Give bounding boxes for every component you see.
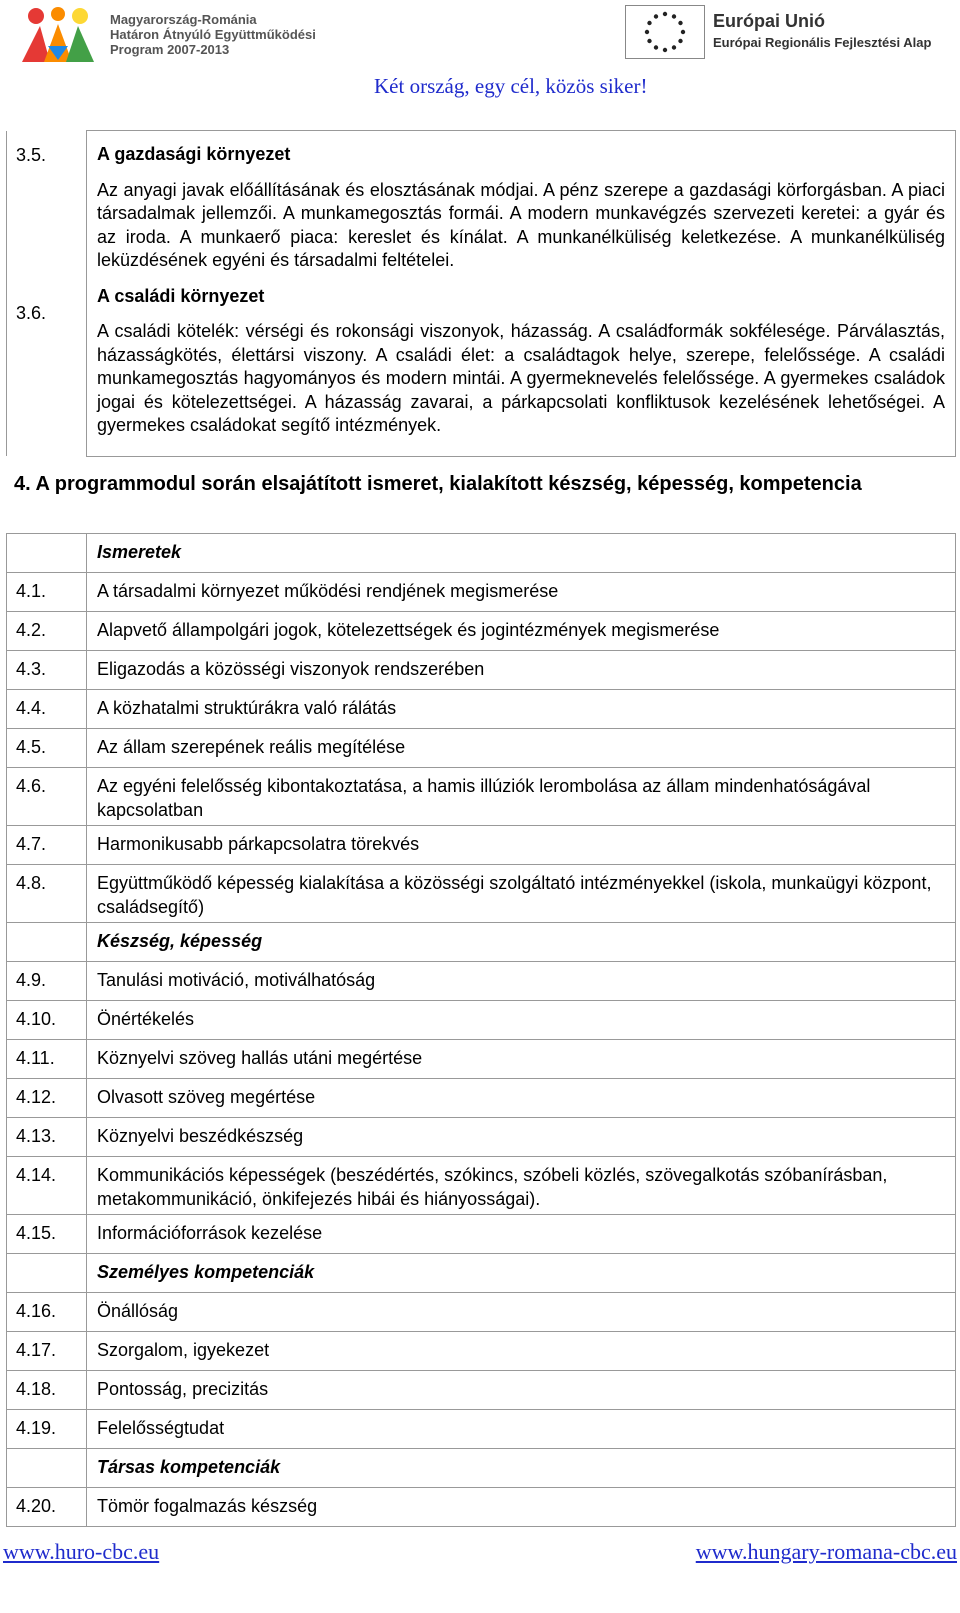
competency-number: 4.5.	[7, 729, 87, 768]
competency-number: 4.10.	[7, 1001, 87, 1040]
eu-title: Európai Unió	[713, 11, 825, 31]
competency-number	[7, 534, 87, 573]
section-number: 3.6.	[16, 302, 47, 323]
category-row	[7, 923, 956, 962]
competency-number: 4.8.	[7, 865, 87, 923]
competency-row	[7, 1040, 956, 1079]
eu-subtitle: Európai Regionális Fejlesztési Alap	[713, 35, 932, 50]
section-number: 3.5.	[16, 144, 47, 165]
competency-number: 4.11.	[7, 1040, 87, 1079]
category-label: Ismeretek	[87, 534, 956, 573]
competency-row	[7, 1215, 956, 1254]
competency-text: Pontosság, precizitás	[87, 1371, 956, 1410]
competency-row	[7, 651, 956, 690]
footer-link-hungary-romania[interactable]: www.hungary-romana-cbc.eu	[695, 1539, 957, 1564]
competency-row	[7, 826, 956, 865]
category-label: Társas kompetenciák	[87, 1449, 956, 1488]
eu-flag-icon	[625, 5, 705, 59]
program-logo-icon	[18, 6, 98, 64]
competency-row	[7, 1410, 956, 1449]
section-title: A gazdasági környezet	[97, 144, 291, 164]
competency-text: Alapvető állampolgári jogok, kötelezettségek és jogintézmények megismerése	[87, 612, 956, 651]
category-label: Személyes kompetenciák	[87, 1254, 956, 1293]
competency-text: Kommunikációs képességek (beszédértés, szókincs, szóbeli közlés, szövegalkotás szóbanírásban, metakommunikáció, önkifejezés hibái és hiányosságai).	[87, 1157, 956, 1215]
competency-number: 4.1.	[7, 573, 87, 612]
competency-text: Felelősségtudat	[87, 1410, 956, 1449]
competency-number: 4.13.	[7, 1118, 87, 1157]
competency-text: Az állam szerepének reális megítélése	[87, 729, 956, 768]
competency-row	[7, 865, 956, 923]
competency-number: 4.12.	[7, 1079, 87, 1118]
section-title: A családi környezet	[97, 285, 265, 306]
competency-number: 4.18.	[7, 1371, 87, 1410]
competency-row	[7, 1332, 956, 1371]
competency-row	[7, 1488, 956, 1527]
competency-row	[7, 1157, 956, 1215]
competency-row	[7, 1118, 956, 1157]
competency-table-body	[7, 534, 956, 1527]
slogan: Két ország, egy cél, közös siker!	[374, 74, 648, 98]
competency-row	[7, 768, 956, 826]
competency-number: 4.6.	[7, 768, 87, 826]
category-row	[7, 1449, 956, 1488]
competency-number	[7, 923, 87, 962]
competency-number: 4.15.	[7, 1215, 87, 1254]
program-logo	[18, 6, 338, 64]
section-text: A családi kötelék: vérségi és rokonsági viszonyok, házasság. A családformák sokfélesége. Párválasztás, házasságkötés, élettársi viszony. A családi élet: a családtagok helye, szerepe, felelőssége. A családi munkamegosztás hagyományos és modern mintái. A gyermeknevelés felelőssége. A gyermekes családok jogai és kötelezettségei. A házasság zavarai, a párkapcsolati konfliktusok kezelésének lehetőségei. A gyermekes családokat segítő intézmények.	[97, 321, 945, 435]
competency-number: 4.17.	[7, 1332, 87, 1371]
program-logo-text	[110, 12, 316, 57]
eu-logo	[625, 5, 945, 61]
competency-number: 4.9.	[7, 962, 87, 1001]
competency-number: 4.19.	[7, 1410, 87, 1449]
competency-row	[7, 1371, 956, 1410]
competency-text: A közhatalmi struktúrákra való rálátás	[87, 690, 956, 729]
competency-text: Köznyelvi beszédkészség	[87, 1118, 956, 1157]
competency-row	[7, 612, 956, 651]
category-row	[7, 534, 956, 573]
competency-text: Önállóság	[87, 1293, 956, 1332]
competency-number: 4.2.	[7, 612, 87, 651]
competency-text: Harmonikusabb párkapcsolatra törekvés	[87, 826, 956, 865]
competency-table	[6, 533, 956, 1527]
category-label: Készség, képesség	[87, 923, 956, 962]
curriculum-table	[6, 130, 956, 457]
competency-number: 4.20.	[7, 1488, 87, 1527]
competency-number	[7, 1449, 87, 1488]
competency-text: Köznyelvi szöveg hallás utáni megértése	[87, 1040, 956, 1079]
competency-text: A társadalmi környezet működési rendjének megismerése	[87, 573, 956, 612]
competency-text: Tömör fogalmazás készség	[87, 1488, 956, 1527]
competency-row	[7, 1293, 956, 1332]
competency-text: Tanulási motiváció, motiválhatóság	[87, 962, 956, 1001]
competency-number: 4.4.	[7, 690, 87, 729]
page-header	[0, 0, 960, 110]
competency-row	[7, 1079, 956, 1118]
competency-text: Az egyéni felelősség kibontakoztatása, a hamis illúziók lerombolása az állam mindenhatóságával kapcsolatban	[87, 768, 956, 826]
competency-row	[7, 690, 956, 729]
section-content-cell	[87, 131, 956, 457]
competency-heading: 4. A programmodul során elsajátított ismeret, kialakított készség, képesség, kompetencia	[14, 473, 862, 495]
program-line-1: Magyarország-Románia	[110, 12, 257, 27]
competency-text: Eligazodás a közösségi viszonyok rendszerében	[87, 651, 956, 690]
section-text: Az anyagi javak előállításának és elosztásának módjai. A pénz szerepe a gazdasági körforgásban. A piaci társadalmak jellemzői. A munkamegosztás formái. A modern munkavégzés szervezeti keretei: a gyár és az iroda. A munkaerő piaca: kereslet és kínálat. A munkanélküliség keletkezése. A munkanélküliség leküzdésének egyéni és társadalmi feltételei.	[97, 179, 945, 270]
competency-number: 4.14.	[7, 1157, 87, 1215]
competency-row	[7, 729, 956, 768]
competency-number	[7, 1254, 87, 1293]
competency-text: Együttműködő képesség kialakítása a közösségi szolgáltató intézményekkel (iskola, munkaügyi központ, családsegítő)	[87, 865, 956, 923]
competency-number: 4.3.	[7, 651, 87, 690]
competency-row	[7, 962, 956, 1001]
competency-number: 4.7.	[7, 826, 87, 865]
program-line-3: Program 2007-2013	[110, 42, 230, 57]
category-row	[7, 1254, 956, 1293]
competency-text: Önértékelés	[87, 1001, 956, 1040]
competency-number: 4.16.	[7, 1293, 87, 1332]
competency-text: Olvasott szöveg megértése	[87, 1079, 956, 1118]
footer-link-huro[interactable]: www.huro-cbc.eu	[3, 1539, 160, 1564]
competency-text: Információforrások kezelése	[87, 1215, 956, 1254]
program-line-2: Határon Átnyúló Együttműködési	[110, 27, 316, 42]
section-row	[7, 131, 956, 457]
competency-text: Szorgalom, igyekezet	[87, 1332, 956, 1371]
section-number-cell	[7, 131, 87, 457]
competency-row	[7, 1001, 956, 1040]
competency-row	[7, 573, 956, 612]
